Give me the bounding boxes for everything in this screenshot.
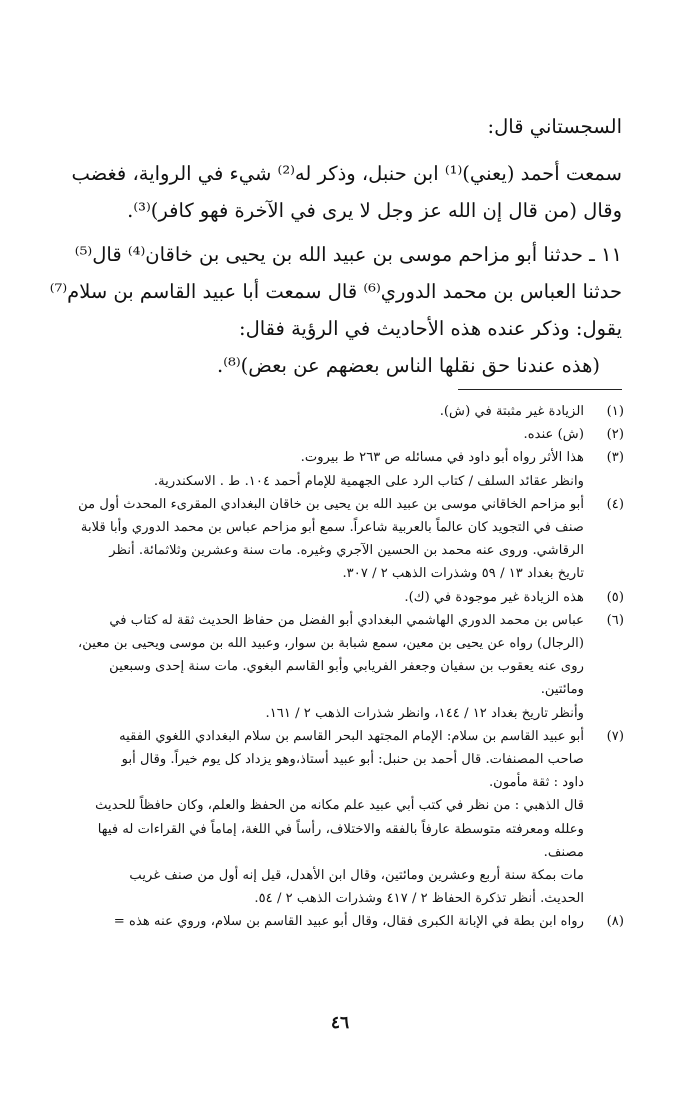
footnote-line: (الرجال) رواه عن يحيى بن معين، سمع شبابة بن سوار، وعبيد الله بن موسى ويحيى بن معين، (78, 636, 584, 652)
footnote-number: (٥) (606, 589, 624, 605)
footnote-line: قال الذهبي : من نظر في كتب أبي عبيد علم مكانه من الحفظ والعلم، وكان حافظاً للحديث (95, 798, 584, 814)
footnote-number: (٣) (606, 450, 624, 466)
paragraph-line: يقول: وذكر عنده هذه الأحاديث في الرؤية فقال: (239, 317, 622, 340)
paragraph-line: سمعت أحمد (يعني)⁽¹⁾ ابن حنبل، وذكر له⁽²⁾ شيء في الرواية، فغضب (71, 162, 622, 185)
footnote-number: (٧) (606, 728, 624, 744)
footnote (58, 609, 624, 725)
footnote-number: (٤) (606, 496, 624, 512)
footnotes (58, 400, 624, 934)
intro-text: السجستاني قال: (487, 115, 622, 138)
footnote-separator (458, 389, 622, 390)
footnote-line: الحديث. أنظر تذكرة الحفاظ ٢ / ٤١٧ وشذرات الذهب ٢ / ٥٤. (254, 891, 584, 907)
footnote-number: (٢) (606, 427, 624, 443)
footnote-line: مصنف. (543, 844, 584, 860)
footnote-line: صنف في التجويد كان عالماً بالعربية شاعراً. سمع أبو مزاحم عباس بن محمد الدوري وأبا قلابة (80, 520, 584, 536)
paragraph-line: ١١ ـ حدثنا أبو مزاحم موسى بن عبيد الله بن يحيى بن خاقان⁽⁴⁾ قال⁽⁵⁾ (74, 243, 622, 266)
footnote-line: أبو مزاحم الخاقاني موسى بن عبيد الله بن يحيى بن خاقان البغدادي المقرىء المحدث أول من (78, 496, 584, 512)
footnote (58, 725, 624, 911)
intro-line (56, 108, 622, 145)
footnote (58, 910, 624, 933)
footnote-line: تاريخ بغداد ١٣ / ٥٩ وشذرات الذهب ٢ / ٣٠٧. (342, 566, 584, 582)
footnote (58, 423, 624, 446)
footnote-line: صاحب المصنفات. قال أحمد بن حنبل: أبو عبيد أستاذ،وهو يزداد كل يوم خيراً. وقال أبو (121, 752, 584, 768)
footnote-number: (١) (606, 404, 624, 419)
footnote-line: روى عنه يعقوب بن سفيان وجعفر الفريابي وأبو القاسم البغوي. مات سنة إحدى وسبعين (109, 659, 584, 675)
paragraph-line: وقال (من قال إن الله عز وجل لا يرى في الآخرة فهو كافر)⁽³⁾. (127, 199, 622, 222)
paragraph-line: (هذه عندنا حق نقلها الناس بعضهم عن بعض)⁽⁸⁾. (217, 354, 600, 377)
paragraph-line: حدثنا العباس بن محمد الدوري⁽⁶⁾ قال سمعت أبا عبيد القاسم بن سلام⁽⁷⁾ (49, 280, 622, 303)
footnote (58, 446, 624, 492)
footnote-line: مات بمكة سنة أربع وعشرين ومائتين، وقال ابن الأهدل، قيل إنه أول من صنف غريب (129, 868, 584, 884)
footnote-line: داود : ثقة مأمون. (488, 775, 584, 791)
page-number: ٤٦ (330, 1013, 350, 1033)
paragraph-quote-ahmad (56, 155, 622, 229)
footnote (58, 400, 624, 423)
footnote-line: الرقاشي. وروى عنه محمد بن الحسين الآجري وغيره. مات سنة وعشرين وثلاثمائة. أنظر (109, 543, 584, 559)
footnote-line: وانظر عقائد السلف / كتاب الرد على الجهمية للإمام أحمد ١٠٤. ط . الاسكندرية. (153, 473, 584, 489)
footnote-line: الزيادة غير مثبتة في (ش). (439, 404, 584, 419)
footnote-line: هذا الأثر رواه أبو داود في مسائله ص ٢٦٣ ط بيروت. (300, 450, 584, 466)
footnote-line: (ش) عنده. (523, 427, 584, 443)
footnote (58, 586, 624, 609)
footnote-line: وأنظر تاريخ بغداد ١٢ / ١٤٤، وانظر شذرات الذهب ٢ / ١٦١. (265, 705, 584, 721)
footnote-line: رواه ابن بطة في الإبانة الكبرى فقال، وقال أبو عبيد القاسم بن سلام، وروي عنه هذه = (113, 914, 584, 930)
footnote-line: أبو عبيد القاسم بن سلام: الإمام المجتهد البحر القاسم بن سلام البغدادي اللغوي الفقيه (119, 728, 584, 744)
footnote (58, 493, 624, 586)
footnote-number: (٨) (606, 914, 624, 930)
footnote-line: هذه الزيادة غير موجودة في (ك). (404, 589, 584, 605)
footnote-line: ومائتين. (540, 682, 584, 698)
paragraph-hadith-11 (49, 236, 622, 384)
footnote-line: عباس بن محمد الدوري الهاشمي البغدادي أبو الفضل من حفاظ الحديث ثقة له كتاب في (109, 612, 584, 628)
footnote-number: (٦) (606, 612, 624, 628)
footnote-line: وعلله ومعرفته متوسطة عارفاً بالفقه والاختلاف، رأساً في اللغة، إماماً في القراءات له فيها (97, 821, 584, 837)
